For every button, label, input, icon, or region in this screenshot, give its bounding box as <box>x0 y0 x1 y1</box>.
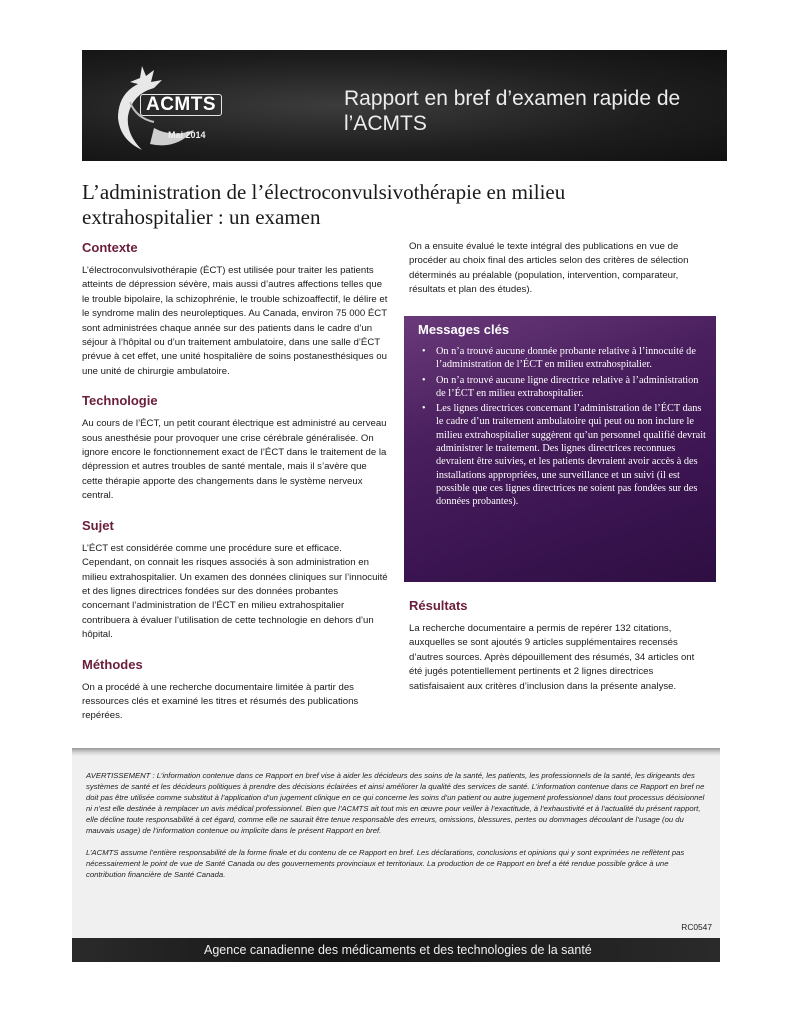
section-heading: Contexte <box>82 240 138 255</box>
section-heading: Méthodes <box>82 656 143 672</box>
page-title: L’administration de l’électroconvulsivothérapie en milieu extrahospitalier : un examen <box>82 180 566 229</box>
section-text: L’ÉCT est considérée comme une procédure sure et efficace. Cependant, on connait les risques associés à son administration en milieu extrahospitalier. Un examen des données cliniques sur l’innocuité et des lignes directrices fondées sur des données probantes concernant l’administration de l’ÉCT en milieu extrahospitalier contribuera à évaluer l’utilisation de cette technologie en dehors d’un hôpital. <box>82 542 388 641</box>
left-column <box>82 240 388 738</box>
section-text: La recherche documentaire a permis de repérer 132 citations, auxquelles se sont ajoutés 9 articles supplémentaires recensés d’autres sources. Après dépouillement des résumés, 34 articles ont été jugés potentiellement pertinents et 2 lignes directrices satisfaisaient aux critères d’inclusion dans la présente analyse. <box>409 623 695 692</box>
report-code: RC0547 <box>681 922 712 932</box>
section-text: L’électroconvulsivothérapie (ÉCT) est utilisée pour traiter les patients atteints de dépression sévère, mais aussi d’autres affections telles que le trouble bipolaire, la schizophrénie, le trouble schizoaffectif, le délire et le syndrome malin des neuroleptiques. Au Canada, environ 75 000 ÉCT sont administrées chaque année sur des patients dans le cadre d’un séjour à l’hôpital ou d’un traitement ambulatoire, dans une salle d’ÉCT prévue à cet effet, une unité hospitalière de soins postanesthésiques ou une unité de chirurgie ambulatoire. <box>82 265 388 377</box>
section-heading: Sujet <box>82 517 114 533</box>
bullet-icon: • <box>422 374 426 386</box>
acmts-logo-text: ACMTS <box>140 94 222 116</box>
disclaimer-text: AVERTISSEMENT : L’information contenue dans ce Rapport en bref vise à aider les décideurs des soins de la santé, les patients, les professionnels de la santé, les dirigeants des systèmes de santé et les décideurs politiques à prendre des décisions éclairées et ainsi améliorer la qualité des services de santé. L’information contenue dans ce Rapport en bref ne doit pas être utilisée comme substitut à l’application d’un jugement clinique en ce qui concerne les soins d’un patient ou autre jugement professionnel dans tout processus décisionnel ni n’est elle destinée à remplacer un avis médical professionnel. Bien que l’ACMTS ait tout mis en œuvre pour veiller à l’exactitude, à l’exhaustivité et à l’actualité du présent rapport, elle décline toute responsabilité à cet égard, comme elle ne saurait être tenue responsable des erreurs, omissions, blessures, pertes ou dommages découlant de l’usage (ou du mauvais usage) de l’information contenue ou implicite dans le présent Rapport en bref. <box>86 771 705 836</box>
section-resultats <box>409 598 709 694</box>
section-contexte <box>82 240 388 379</box>
section-technologie <box>82 393 388 503</box>
section-heading: Résultats <box>409 598 468 613</box>
list-item: • Les lignes directrices concernant l’administration de l’ÉCT dans le cadre d’un traitement ambulatoire qui peut ou non inclure le milieu extrahospitalier suggèrent qu’un personnel qualifié devrait administrer le traitement. Des lignes directrices reconnues devraient être suivies, et les patients devraient avoir accès à des installations appropriées, une surveillance et un suivi (il est possible que ces lignes directrices ne soient pas fondées sur des données probantes). <box>422 403 706 508</box>
disclaimer-box <box>72 748 720 938</box>
report-date: Mai 2014 <box>168 130 206 140</box>
right-column <box>409 240 709 298</box>
list-item: • On n’a trouvé aucune ligne directrice relative à l’administration de l’ÉCT en milieu extrahospitalier. <box>422 374 699 399</box>
key-messages-box <box>404 316 716 582</box>
bullet-icon: • <box>422 346 426 357</box>
section-methodes <box>82 657 388 724</box>
report-series-title: Rapport en bref d’examen rapide de l’ACMTS <box>344 87 681 135</box>
agency-footer: Agence canadienne des médicaments et des technologies de la santé <box>72 938 720 962</box>
section-text: Au cours de l’ÉCT, un petit courant électrique est administré au cerveau sous anesthésie pour provoquer une crise cérébrale généralisée. On ignore encore le fonctionnement exact de l’ÉCT dans le traitement de la dépression et autres troubles de santé mentale, mais il s’avère que cette thérapie apporte des changements dans le système nerveux central. <box>82 418 387 502</box>
bullet-icon: • <box>422 403 426 415</box>
list-item: • On n’a trouvé aucune donnée probante relative à l’innocuité de l’administration de l’ÉCT en milieu extrahospitalier. <box>422 346 696 371</box>
section-text: On a procédé à une recherche documentaire limitée à partir des ressources clés et examiné les titres et résumés des publications repérées. <box>82 681 359 722</box>
methodes-continued-text: On a ensuite évalué le texte intégral des publications en vue de procéder au choix final des articles selon des critères de sélection déterminés au préalable (population, intervention, comparateur, résultats et plan des études). <box>409 241 689 296</box>
section-sujet <box>82 518 388 643</box>
report-header <box>82 50 727 161</box>
responsibility-text: L’ACMTS assume l’entière responsabilité de la forme finale et du contenu de ce Rapport en bref. Les déclarations, conclusions et opinions qui y sont exprimées ne reflètent pas nécessairement le point de vue de Santé Canada ou des gouvernements provinciaux et territoriaux. La production de ce Rapport en bref a été rendue possible grâce à une contribution financière de Santé Canada. <box>86 847 685 879</box>
key-messages-list <box>414 345 706 509</box>
section-heading: Technologie <box>82 393 158 409</box>
key-messages-heading: Messages clés <box>418 322 510 337</box>
